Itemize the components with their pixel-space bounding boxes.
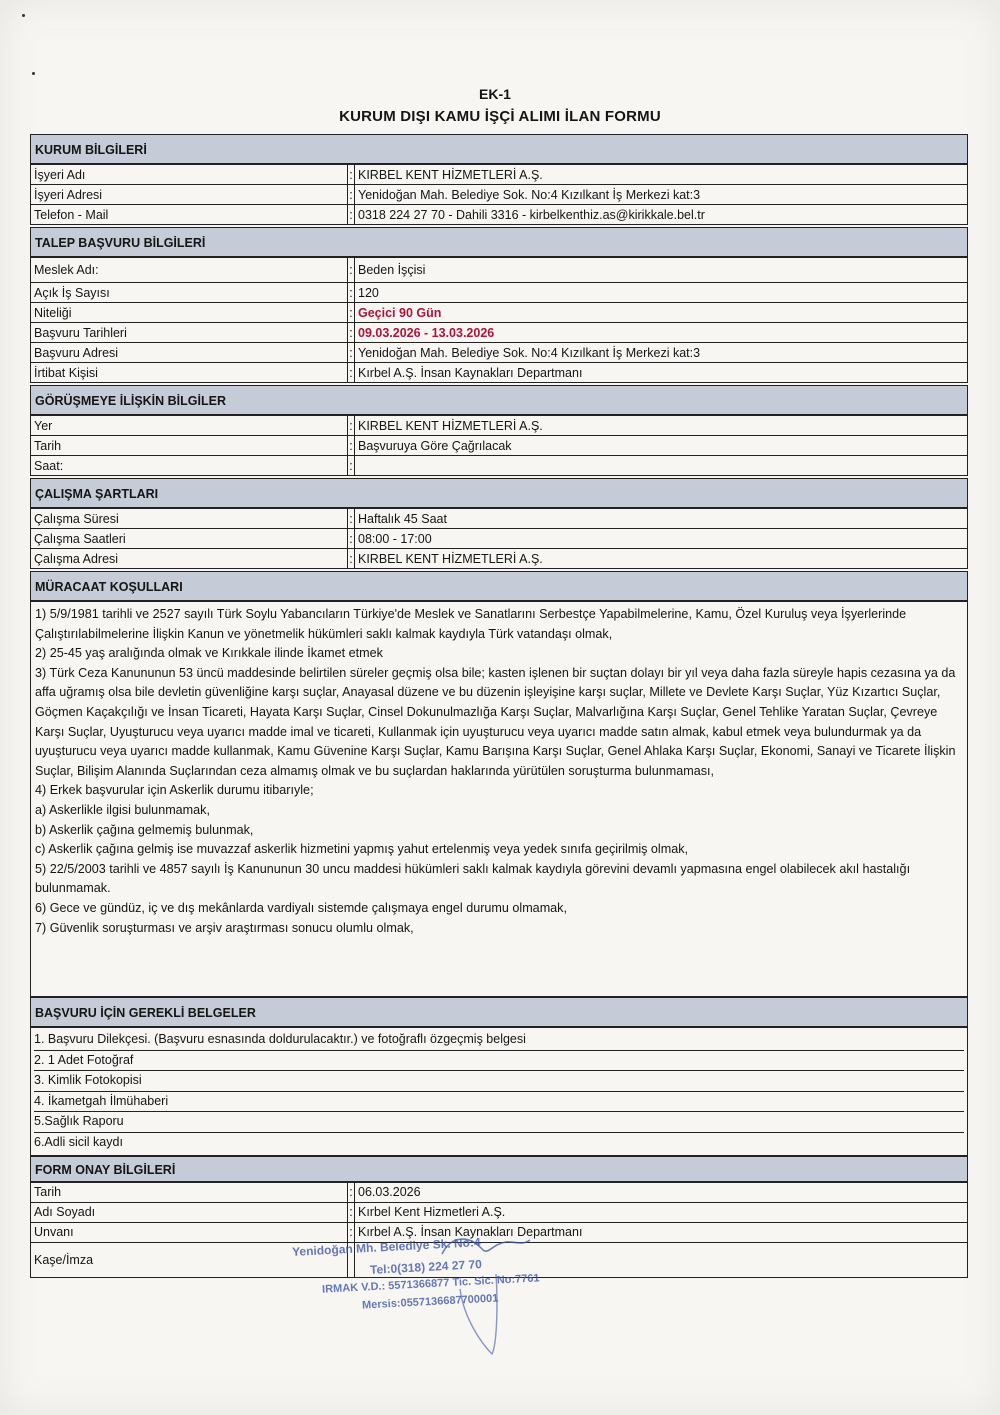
section-header-belgeler: BAŞVURU İÇİN GEREKLİ BELGELER (30, 997, 968, 1027)
scan-speck (32, 72, 35, 75)
stamp-line: IRMAK V.D.: 5571366877 Tic. Sic. No:7761 (321, 1272, 540, 1296)
field-label: Adı Soyadı (31, 1202, 348, 1222)
field-label: Çalışma Süresi (31, 509, 348, 529)
field-value: 120 (355, 283, 968, 303)
list-item: 7) Güvenlik soruşturması ve arşiv araştırması sonucu olumlu olmak, (35, 920, 414, 935)
list-item: 6.Adli sicil kaydı (34, 1134, 123, 1149)
field-label: Başvuru Adresi (31, 343, 348, 363)
form-title: KURUM DIŞI KAMU İŞÇİ ALIMI İLAN FORMU (339, 108, 661, 125)
list-item: 4. İkametgah İlmühaberi (34, 1092, 964, 1113)
table-row: İşyeri Adresi : Yenidoğan Mah. Belediye Sok. No:4 Kızılkant İş Merkezi kat:3 (31, 185, 968, 205)
field-label: İşyeri Adı (31, 165, 348, 185)
conditions-list (30, 601, 968, 997)
table-row: Başvuru Tarihleri : 09.03.2026 - 13.03.2026 (31, 323, 968, 343)
list-item: 3) Türk Ceza Kanununun 53 üncü maddesinde belirtilen süreler geçmiş olsa bile; kasten işlenen bir suçtan dolayı bir yıl veya daha fazla süreyle hapis cezasına ya da affa uğramış olsa bile devletin güvenliğine karşı suçlar, Anayasal düzene ve bu düzenin işleyişine karşı suçlar, Millete ve Devlete Karşı Suçlar, Yüz Kızartıcı Suçlar, Göçmen Kaçakçılığı ve İnsan Ticareti, Hayata Karşı Suçlar, Cinsel Dokunulmazlığa Karşı Suçlar, Malvarlığına Karşı Suçlar, Genel Tehlike Yaratan Suçlar, Çevreye Karşı Suçlar, Uyuşturucu veya uyarıcı madde imal ve ticareti, Kullanmak için uyuşturucu veya uyarıcı madde satın almak, kabul etmek veya bulundurmak ya da uyuşturucu veya uyarıcı madde kullanmak, Kamu Güvenine Karşı Suçlar, Kamu Barışına Karşı Suçlar, Genel Ahlaka Karşı Suçlar, Ekonomi, Sanayi ve Ticarete İlişkin Suçlar, Bilişim Alanında Suçlarından ceza almamış olmak ve bu suçlardan haklarında yürütülen soruşturma bulunmaması, (35, 665, 956, 778)
field-value: 0318 224 27 70 - Dahili 3316 - kirbelkenthiz.as@kirikkale.bel.tr (355, 205, 968, 225)
field-label: Meslek Adı: (31, 258, 348, 283)
section-header-calisma: ÇALIŞMA ŞARTLARI (30, 478, 968, 508)
list-item: b) Askerlik çağına gelmemiş bulunmak, (35, 822, 254, 837)
field-value: Yenidoğan Mah. Belediye Sok. No:4 Kızılkant İş Merkezi kat:3 (355, 343, 968, 363)
field-label: Açık İş Sayısı (31, 283, 348, 303)
list-item: 2) 25-45 yaş aralığında olmak ve Kırıkkale ilinde İkamet etmek (35, 646, 383, 661)
table-row: Açık İş Sayısı : 120 (31, 283, 968, 303)
field-label: Çalışma Saatleri (31, 529, 348, 549)
list-item: 1. Başvuru Dilekçesi. (Başvuru esnasında doldurulacaktır.) ve fotoğraflı özgeçmiş belgesi (34, 1030, 964, 1051)
scan-speck (22, 14, 25, 17)
table-row: Unvanı : Kırbel A.Ş. İnsan Kaynakları Departmanı (31, 1222, 968, 1242)
field-value: Beden İşçisi (355, 258, 968, 283)
field-value: 08:00 - 17:00 (355, 529, 968, 549)
annex-code: EK-1 (479, 86, 511, 102)
field-label: Telefon - Mail (31, 205, 348, 225)
list-item: 1) 5/9/1981 tarihli ve 2527 sayılı Türk Soylu Yabancıların Türkiye'de Meslek ve Sanatlarını Serbestçe Yapabilmelerine, Kamu, Özel Kuruluş veya İşyerlerinde Çalıştırılabilmelerine İlişkin Kanun ve yönetmelik hükümleri saklı kalmak kaydıyla Türk vatandaşı olmak, (35, 607, 907, 641)
seal-area (355, 1242, 968, 1277)
section-header-kurum: KURUM BİLGİLERİ (30, 134, 968, 164)
field-label: Niteliği (31, 303, 348, 323)
calisma-table (30, 508, 968, 569)
field-label: Çalışma Adresi (31, 549, 348, 569)
table-row: İrtibat Kişisi : Kırbel A.Ş. İnsan Kaynakları Departmanı (31, 363, 968, 383)
field-value: Yenidoğan Mah. Belediye Sok. No:4 Kızılkant İş Merkezi kat:3 (355, 185, 968, 205)
onay-table (30, 1182, 968, 1278)
field-label: Tarih (31, 436, 348, 456)
stamp-line: Tel:0(318) 224 27 70 (369, 1257, 483, 1277)
table-row: Tarih : 06.03.2026 (31, 1182, 968, 1202)
field-value-nature: Geçici 90 Gün (355, 303, 968, 323)
table-row: İşyeri Adı : KIRBEL KENT HİZMETLERİ A.Ş. (31, 165, 968, 185)
table-row: Başvuru Adresi : Yenidoğan Mah. Belediye Sok. No:4 Kızılkant İş Merkezi kat:3 (31, 343, 968, 363)
field-value: Kırbel A.Ş. İnsan Kaynakları Departmanı (355, 1222, 968, 1242)
field-value: Haftalık 45 Saat (355, 509, 968, 529)
table-row: Niteliği : Geçici 90 Gün (31, 303, 968, 323)
list-item: c) Askerlik çağına gelmiş ise muvazzaf askerlik hizmetini yapmış yahut ertelenmiş veya yedek sınıfa geçirilmiş olmak, (35, 842, 689, 857)
stamp-line: Mersis:0557136687700001 (361, 1292, 499, 1312)
field-label: Unvanı (31, 1222, 348, 1242)
field-value: KIRBEL KENT HİZMETLERİ A.Ş. (355, 416, 968, 436)
list-item: 2. 1 Adet Fotoğraf (34, 1051, 964, 1072)
table-row: Telefon - Mail : 0318 224 27 70 - Dahili 3316 - kirbelkenthiz.as@kirikkale.bel.tr (31, 205, 968, 225)
table-row (31, 1242, 968, 1277)
field-label: İrtibat Kişisi (31, 363, 348, 383)
talep-table (30, 257, 968, 383)
stamp-line: Yenidoğan Mh. Belediye Sk. No:4 (291, 1235, 481, 1259)
table-row: Çalışma Adresi : KIRBEL KENT HİZMETLERİ A.Ş. (31, 549, 968, 569)
section-header-onay: FORM ONAY BİLGİLERİ (30, 1156, 968, 1182)
form-header (0, 86, 1000, 125)
list-item: 4) Erkek başvurular için Askerlik durumu itibarıyle; (35, 783, 314, 798)
field-label: Başvuru Tarihleri (31, 323, 348, 343)
field-label: Saat: (31, 456, 348, 476)
field-value: Kırbel Kent Hizmetleri A.Ş. (355, 1202, 968, 1222)
table-row: Tarih : Başvuruya Göre Çağrılacak (31, 436, 968, 456)
documents-list (30, 1027, 968, 1156)
section-header-talep: TALEP BAŞVURU BİLGİLERİ (30, 227, 968, 257)
table-row: Saat: : (31, 456, 968, 476)
table-row: Adı Soyadı : Kırbel Kent Hizmetleri A.Ş. (31, 1202, 968, 1222)
field-value: Başvuruya Göre Çağrılacak (355, 436, 968, 456)
field-value: Kırbel A.Ş. İnsan Kaynakları Departmanı (355, 363, 968, 383)
field-value: KIRBEL KENT HİZMETLERİ A.Ş. (355, 165, 968, 185)
field-value: 06.03.2026 (355, 1182, 968, 1202)
table-row: Çalışma Süresi : Haftalık 45 Saat (31, 509, 968, 529)
list-item: 5.Sağlık Raporu (34, 1112, 964, 1133)
table-row: Çalışma Saatleri : 08:00 - 17:00 (31, 529, 968, 549)
kurum-table (30, 164, 968, 225)
seal-label: Kaşe/İmza (31, 1242, 348, 1277)
section-header-gorusme: GÖRÜŞMEYE İLİŞKİN BİLGİLER (30, 385, 968, 415)
field-label: Yer (31, 416, 348, 436)
field-label: İşyeri Adresi (31, 185, 348, 205)
announcement-form (30, 134, 968, 1278)
section-header-muracaat: MÜRACAAT KOŞULLARI (30, 571, 968, 601)
list-item: 3. Kimlik Fotokopisi (34, 1071, 964, 1092)
field-label: Tarih (31, 1182, 348, 1202)
field-value (355, 456, 968, 476)
list-item: 6) Gece ve gündüz, iç ve dış mekânlarda vardiyalı sistemde çalışmaya engel durumu olmamak, (35, 900, 567, 915)
table-row: Meslek Adı: : Beden İşçisi (31, 258, 968, 283)
table-row: Yer : KIRBEL KENT HİZMETLERİ A.Ş. (31, 416, 968, 436)
field-value-dates: 09.03.2026 - 13.03.2026 (355, 323, 968, 343)
list-item: a) Askerlikle ilgisi bulunmamak, (35, 802, 210, 817)
field-value: KIRBEL KENT HİZMETLERİ A.Ş. (355, 549, 968, 569)
gorusme-table (30, 415, 968, 476)
list-item: 5) 22/5/2003 tarihli ve 4857 sayılı İş Kanununun 30 uncu maddesi hükümleri saklı kalmak kaydıyla görevini devamlı yapmasına engel olabilecek akıl hastalığı bulunmamak. (35, 861, 911, 896)
